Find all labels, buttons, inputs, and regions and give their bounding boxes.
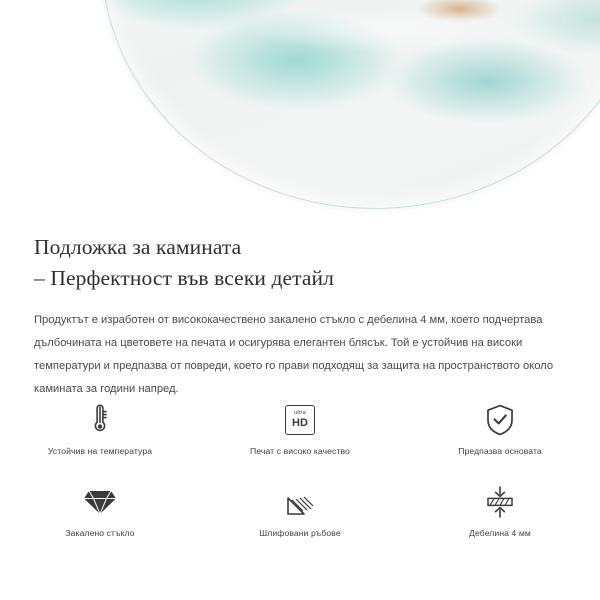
headline-line-2: – Перфектност във всеки детайл	[34, 265, 334, 290]
hero-image	[0, 0, 600, 232]
feature-item-temperature	[0, 400, 200, 462]
feature-item-print-quality	[200, 400, 400, 462]
page-title	[0, 232, 600, 293]
feature-item-surface-protection	[400, 400, 600, 462]
feature-item-tempered-glass	[0, 482, 200, 544]
thermometer-icon	[88, 400, 112, 440]
feature-label: Закалено стъкло	[65, 528, 135, 538]
feature-item-thickness	[400, 482, 600, 544]
feature-item-polished-edges	[200, 482, 400, 544]
feature-grid	[0, 400, 600, 544]
thickness-arrows-icon	[484, 482, 516, 522]
description-paragraph: Продуктът е изработен от висококачествено закалено стъкло с дебелина 4 мм, което подчертава дълбочината на цветовете на печата и осигурява елегантен блясък. Той е устойчив на високи температури и предпазва от повреди, което го прави подходящ за защита на пространството около камината за години напред.	[34, 314, 554, 395]
ultra-hd-icon: ultra HD	[285, 400, 315, 440]
feature-label: Предпазва основата	[458, 446, 542, 456]
shield-check-icon	[485, 400, 515, 440]
glass-disc-artwork	[95, 0, 600, 215]
polished-edges-icon	[284, 482, 316, 522]
feature-label: Шлифовани ръбове	[259, 528, 341, 538]
feature-label: Устойчив на температура	[47, 446, 153, 456]
diamond-icon	[83, 482, 117, 522]
feature-label: Дебелина 4 мм	[469, 528, 531, 538]
content-block	[0, 232, 600, 401]
headline-line-1: Подложка за камината	[34, 235, 242, 259]
feature-label: Печат с високо качество	[250, 446, 350, 456]
